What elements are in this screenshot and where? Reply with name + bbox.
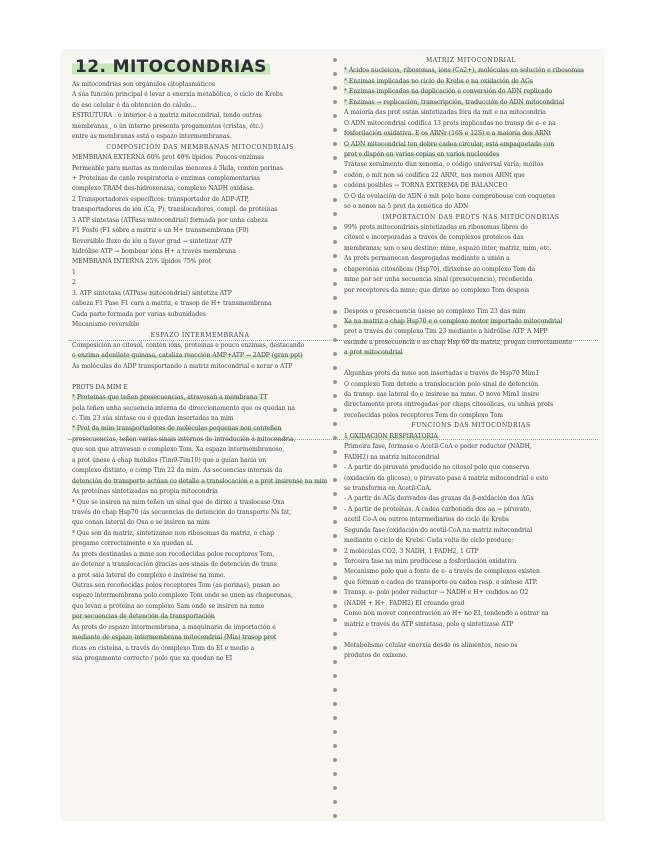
note-line xyxy=(344,390,598,400)
note-line xyxy=(72,518,328,528)
binding-hole xyxy=(333,422,337,426)
binding-hole xyxy=(333,296,337,300)
note-line xyxy=(72,216,328,226)
note-line xyxy=(72,174,328,184)
note-line xyxy=(72,644,328,654)
handwritten-text: da transp. sae lateral do e insírese na mme. O novo Mim1 insire xyxy=(344,391,540,398)
binding-hole xyxy=(333,212,337,216)
handwritten-text: que forman o cadea de transporte ou cadea resp. e síntese ATP. xyxy=(344,578,538,586)
highlighted-text: * Ácidos nucleicos, ribosomas, ións (Ca2+), moléculas en solución e ribosomas xyxy=(344,67,584,75)
note-line xyxy=(72,456,328,466)
note-line xyxy=(344,338,598,348)
binding-hole xyxy=(333,604,337,608)
note-line xyxy=(72,487,328,497)
binding-hole xyxy=(333,268,337,272)
note-line xyxy=(344,567,598,577)
note-line xyxy=(344,599,598,609)
note-line xyxy=(72,623,328,633)
handwritten-text: que son que atravesan o complexo Tom. Xa espazo intermembranoso, xyxy=(72,446,285,454)
note-line xyxy=(72,205,328,215)
handwritten-text: mediante o ciclo de Krebs. Cada volta do ciclo produce: xyxy=(344,537,514,545)
note-line xyxy=(72,560,328,570)
handwritten-text: MEMBRANA EXTERNA 60% prot 40% lípidos. Poucos enzimas xyxy=(72,154,264,162)
handwritten-text: - A partir do piruvato producido no citosol polo que conserva xyxy=(344,464,530,472)
note-line xyxy=(344,547,598,557)
note-line xyxy=(344,453,598,463)
note-line xyxy=(344,327,598,337)
highlighted-text: O ADN mitocondrial ten dobre cadea circular, está empaquetado con xyxy=(344,140,555,148)
handwritten-text: As prots permanecen despregadas mediante a unión a xyxy=(344,255,510,263)
note-line xyxy=(72,278,328,288)
handwritten-text: ao detener a translocación gracias aos sinais de detención de trans xyxy=(72,561,277,569)
binding-hole xyxy=(333,744,337,748)
handwritten-text: directamente prots entregadas por chaps citosólicas, ou unhas prots xyxy=(344,401,554,409)
note-line xyxy=(344,641,598,651)
binding-hole xyxy=(333,240,337,244)
highlighted-text: * Enzimas implicadas na duplicación e conversión do ADN replicado xyxy=(344,88,553,96)
note-line xyxy=(72,289,328,299)
note-line xyxy=(72,101,328,111)
note-line xyxy=(344,494,598,504)
note-line xyxy=(344,515,598,525)
handwritten-text: 2 moléculas CO2, 3 NADH, 1 FADH2, 1 GTP xyxy=(344,547,479,555)
note-line xyxy=(72,414,328,424)
handwritten-text: FADH2) na matriz mitocondrial xyxy=(344,453,440,461)
page-title: 12. MITOCONDRIAS xyxy=(72,56,270,78)
note-line xyxy=(344,275,598,285)
note-line xyxy=(72,320,328,330)
highlighted-text: a prot mitocondrial xyxy=(344,349,403,357)
binding-hole xyxy=(333,730,337,734)
highlighted-text: * Prot da mim transportadores de moléculas pequenas non conteñen xyxy=(72,425,282,433)
handwritten-text: codón, o mit non só codifica 22 ARNt, nos menos ARNt que xyxy=(344,171,525,179)
handwritten-text: de ese celular é da obtención do cálulo… xyxy=(72,101,197,109)
note-line xyxy=(72,550,328,560)
note-line xyxy=(344,630,598,640)
handwritten-text: Mecanismo polo que a fonte de e- a través de complexos existen xyxy=(344,568,540,576)
note-line xyxy=(344,265,598,275)
binding-hole xyxy=(333,170,337,174)
binding-hole xyxy=(333,716,337,720)
section-heading xyxy=(344,421,598,431)
handwritten-text: Composición ao citosol, contén ións, proteínas e pouco enzimas, destacando xyxy=(72,341,305,349)
handwritten-text: acetil Co-A ou outros intermediarios do ciclo de Krebs xyxy=(344,516,509,524)
handwritten-text: (NADH + H+, FADH2) EI creando grad xyxy=(344,599,465,607)
note-line xyxy=(344,244,598,254)
binding-hole xyxy=(333,520,337,524)
binding-hole xyxy=(333,310,337,314)
note-line xyxy=(344,233,598,243)
handwritten-text: IMPORTACIÓN DAS PROTS NAS MITOCONDRIAS xyxy=(382,213,560,221)
binding-hole xyxy=(333,702,337,706)
note-line xyxy=(344,223,598,233)
note-line xyxy=(344,254,598,264)
note-line xyxy=(344,129,598,139)
binding-hole xyxy=(333,254,337,258)
handwritten-text: 3. ATP sintetasa (ATPase mitocondrial) sintetiza ATP xyxy=(72,289,232,297)
note-line xyxy=(72,508,328,518)
note-line xyxy=(72,111,328,121)
note-line xyxy=(344,474,598,484)
binding-hole xyxy=(333,408,337,412)
binding-hole xyxy=(333,72,337,76)
handwritten-text: COMPOSICIÓN DAS MEMBRANAS MITOCONDRIAIS xyxy=(106,143,294,151)
handwritten-text: Permeable para moitas as moléculas menores á 5kda, contén porinas xyxy=(72,164,283,172)
note-line xyxy=(72,268,328,278)
note-line xyxy=(344,98,598,108)
binding-hole xyxy=(333,660,337,664)
binding-hole xyxy=(333,464,337,468)
handwritten-text: Primeira fase, formase o Acetil-CoA e poder reductor (NADH, xyxy=(344,443,532,451)
handwritten-text: só o nenos na 5 prot da xenética do ADN xyxy=(344,203,469,211)
spiral-binding xyxy=(331,50,339,820)
note-line xyxy=(72,435,328,445)
note-line xyxy=(344,66,598,76)
handwritten-text: matriz e través da ATP sintetasa, polo q sintetizase ATP xyxy=(344,620,514,628)
handwritten-text: O complexo Tom detene a translocación polo sinal de detención xyxy=(344,380,538,388)
note-line xyxy=(72,571,328,581)
left-column xyxy=(72,56,328,665)
note-line xyxy=(344,140,598,150)
binding-hole xyxy=(333,688,337,692)
binding-hole xyxy=(333,646,337,650)
handwritten-text: F1 Fosfo (F1 sobre a matriz e un H+ transmembrana (F0) xyxy=(72,227,249,235)
binding-hole xyxy=(333,800,337,804)
binding-hole xyxy=(333,562,337,566)
note-line xyxy=(344,307,598,317)
handwritten-text: Outras son recoñecidas polos receptores Tom (as porinas), pasan ao xyxy=(72,582,280,589)
binding-hole xyxy=(333,184,337,188)
binding-hole xyxy=(333,590,337,594)
binding-hole xyxy=(333,352,337,356)
binding-hole xyxy=(333,128,337,132)
highlighted-text: Xa na matriz a chap Hsp70 e o complexo motor importado mitocondrial xyxy=(344,317,563,325)
handwritten-text: Algunhas prots da mme son insertadas a través de Hsp70 Mim1 xyxy=(344,370,540,378)
binding-hole xyxy=(333,786,337,790)
note-line xyxy=(344,348,598,358)
binding-hole xyxy=(333,758,337,762)
note-line xyxy=(344,557,598,567)
highlighted-text: prot e dispón en varias copias en varios nucleoides xyxy=(344,150,500,158)
handwritten-text: Trátase xeralmente dun xenoma, o código universal varía; moitos xyxy=(344,161,544,169)
handwritten-text: escinde a presecuencia e as chap Hsp 60 da matriz, pregan correctamente xyxy=(344,338,572,346)
note-line xyxy=(72,498,328,508)
note-line xyxy=(344,192,598,202)
section-heading xyxy=(72,331,328,341)
handwritten-text: 1 xyxy=(72,268,76,276)
handwritten-text: Como non mover concentración ao H+ no EI, tendendo a entrar na xyxy=(344,610,549,618)
note-line xyxy=(72,341,328,351)
handwritten-text: Despois o presecuencia úsese ao complexo Tim 23 das mim xyxy=(344,307,526,315)
handwritten-text: Metabolismo celular enerxía desde os alimentos, neso os xyxy=(344,641,518,649)
handwritten-text: 2 Transportadores específicos: transportador de ADP-ATP, xyxy=(72,195,249,203)
note-line xyxy=(72,122,328,132)
note-line xyxy=(344,108,598,118)
handwritten-text: hidrólise ATP → bombear ións H+ a través membrana xyxy=(72,248,236,255)
handwritten-text: entre as membranas está o espazo intermembranas. xyxy=(72,133,232,141)
handwritten-text: complexo TRAM des-hidroxenasa, complexo NADH oxidasa. xyxy=(72,185,255,193)
note-line xyxy=(72,132,328,142)
binding-hole xyxy=(333,576,337,580)
note-line xyxy=(72,372,328,382)
note-line xyxy=(72,362,328,372)
highlighted-text: * Proteínas que teñen presecuencias, atravesan a membrana TT xyxy=(72,394,268,402)
note-line xyxy=(344,536,598,546)
handwritten-text: As prots do espazo intermembrana, a maquinaria de importación é xyxy=(72,623,276,631)
binding-hole xyxy=(333,198,337,202)
note-line xyxy=(344,463,598,473)
note-line xyxy=(344,588,598,598)
handwritten-text: + Proteínas de canle respiratoria e enzimas complementarias xyxy=(72,174,260,182)
section-heading xyxy=(344,56,598,66)
handwritten-text: FUNCIÓNS DAS MITOCONDRIAS xyxy=(411,422,531,430)
note-line xyxy=(344,286,598,296)
note-line xyxy=(72,90,328,100)
note-line xyxy=(72,80,328,90)
handwritten-text: pregame correctamente e xa quedan aí. xyxy=(72,540,194,548)
handwritten-text: - A partir de AGs derivados das graxas da β-oxidación dos AGs xyxy=(344,495,534,503)
note-line xyxy=(344,380,598,390)
note-line xyxy=(72,466,328,476)
note-line xyxy=(72,654,328,664)
note-line xyxy=(344,578,598,588)
handwritten-text: Segunda fase (oxidación do acetil-CoA na matriz mitocondrial xyxy=(344,526,533,534)
binding-hole xyxy=(333,86,337,90)
binding-hole xyxy=(333,114,337,118)
handwritten-text: complexo distinto, o comp Tim 22 da mim. As secuencias internas da xyxy=(72,467,283,475)
note-line xyxy=(72,351,328,361)
note-line xyxy=(72,591,328,601)
binding-hole xyxy=(333,478,337,482)
note-line xyxy=(72,237,328,247)
binding-hole xyxy=(333,282,337,286)
handwritten-text: pola teñen unha secuencia interna de direccionamento que os quedan na xyxy=(72,404,295,412)
note-line xyxy=(344,317,598,327)
note-line xyxy=(344,432,598,442)
handwritten-text: As prots destinadas a mme son recoñecidas polos receptores Tom, xyxy=(72,550,275,558)
handwritten-text: * Que se insiren na mim teñen un sinal que de dirixe á traslocase Oxa xyxy=(72,498,285,506)
binding-hole xyxy=(333,534,337,538)
note-line xyxy=(72,257,328,267)
note-line xyxy=(72,153,328,163)
handwritten-text: PROTS DA MIM E xyxy=(72,383,128,391)
handwritten-text: O O da ovulación do ADN é mit polo hoxe comprobouse con coquetes xyxy=(344,192,556,200)
note-line xyxy=(72,424,328,434)
binding-hole xyxy=(333,58,337,62)
note-line xyxy=(344,87,598,97)
note-line xyxy=(344,171,598,181)
handwritten-text: ESPAZO INTERMEMBRANA xyxy=(150,331,250,339)
right-column xyxy=(344,56,598,661)
note-line xyxy=(344,620,598,630)
highlighted-text: mediante de espazo intermembrana mitocondrial (Mia) trasop prot xyxy=(72,634,277,642)
handwritten-text: produtos de oxíxeno. xyxy=(344,651,408,659)
notebook-page xyxy=(62,50,604,820)
note-line xyxy=(344,526,598,536)
handwritten-text: MATRIZ MITOCONDRIAL xyxy=(425,57,517,64)
note-line xyxy=(72,581,328,591)
handwritten-text: Mecanismo reversible xyxy=(72,321,140,329)
binding-hole xyxy=(333,394,337,398)
binding-hole xyxy=(333,366,337,370)
section-heading xyxy=(72,143,328,153)
binding-hole xyxy=(333,380,337,384)
handwritten-text: mme por ser unha secuencia sinal (presecuencia), recoñecida xyxy=(344,276,533,284)
highlighted-text: * Enzimas → replicación, transcripción, traducción do ADN mitocondrial xyxy=(344,98,565,106)
handwritten-text: por receptores da mme; que dirixe ao complexo Tom despois xyxy=(344,286,530,294)
handwritten-text: As mitocondrias son orgánulos citoplasmáticos xyxy=(72,81,215,88)
note-line xyxy=(72,477,328,487)
note-line xyxy=(344,400,598,410)
highlighted-text: 1 OXIDACIÓN RESPIRATORIA xyxy=(344,432,438,440)
binding-hole xyxy=(333,674,337,678)
handwritten-text: Reversible fluxo de ión a favor grad → sintetizar ATP xyxy=(72,237,233,245)
note-line xyxy=(344,442,598,452)
note-line xyxy=(72,633,328,643)
handwritten-text: 3 ATP sintetasa (ATPasa mitocondrial) formada por unha cabeza xyxy=(72,216,268,224)
binding-hole xyxy=(333,100,337,104)
note-line xyxy=(344,484,598,494)
handwritten-text: membranas , o ún interno presenta pregamentos (cristas, etc.) xyxy=(72,122,264,130)
note-line xyxy=(344,651,598,661)
highlighted-text: fosforilación oxidativa. E os ARNr (16S e 12S) e a maioría dos ARNt xyxy=(344,130,552,138)
note-line xyxy=(72,226,328,236)
note-line xyxy=(344,202,598,212)
binding-hole xyxy=(333,156,337,160)
handwritten-text: prot a través do complexo Tim 23 mediante a hidrólise ATP. A MPP xyxy=(344,328,548,336)
note-line xyxy=(72,602,328,612)
binding-hole xyxy=(333,492,337,496)
note-line xyxy=(72,164,328,174)
note-line xyxy=(344,505,598,515)
highlighted-text: o enzima adenilato quinasa, cataliza reacción AMP+ATP → 2ADP (gran ppt) xyxy=(72,352,303,360)
handwritten-text: citosol e incorporadas a través de complexos proteicos das xyxy=(344,234,524,242)
note-line xyxy=(72,445,328,455)
note-line xyxy=(344,77,598,87)
binding-hole xyxy=(333,772,337,776)
note-line xyxy=(72,247,328,257)
handwritten-text: - A partir de proteínas. A cadea carbonada dos aa → piruvato, xyxy=(344,505,532,513)
handwritten-text: * Que son da matriz, sintetízanse non ribosomas da matriz, o chap xyxy=(72,529,274,537)
binding-hole xyxy=(333,632,337,636)
binding-hole xyxy=(333,142,337,146)
highlighted-text: * Enzimas implicadas no ciclo de Krebs e na oxidación de AGs xyxy=(344,77,533,85)
note-line xyxy=(344,369,598,379)
note-line xyxy=(72,299,328,309)
section-heading xyxy=(344,213,598,223)
handwritten-text: transportadores de ión (Ca, P), translocadores, compl. de proteínas xyxy=(72,206,278,214)
handwritten-text: presecuencias, teñen varias sinais internos de introdución á mitocondria, xyxy=(72,435,296,443)
binding-hole xyxy=(333,226,337,230)
handwritten-text: a prot sáia lateral do complexo e insírese na mme. xyxy=(72,571,226,579)
handwritten-text: se transforma en Acetil-CoA. xyxy=(344,484,432,492)
note-line xyxy=(344,296,598,306)
note-line xyxy=(344,609,598,619)
handwritten-text: O ADN mitocondrial codifica 13 prots implicadas no transp de e- e na xyxy=(344,119,556,127)
binding-hole xyxy=(333,814,337,818)
handwritten-text: As moléculas do ADP transportando á matriz mitocondrial e xerar o ATP xyxy=(72,362,293,370)
note-line xyxy=(72,310,328,320)
note-line xyxy=(344,119,598,129)
note-line xyxy=(344,181,598,191)
handwritten-text: espazo intermembrana polo complexo Tom onde se unen as chaperonas, xyxy=(72,592,293,600)
handwritten-text: MEMBRANA INTERNA 25% lípidos 75% prot xyxy=(72,258,211,266)
binding-hole xyxy=(333,506,337,510)
handwritten-text: cabeza F1 Pase F1 cara a matriz, e trasop de H+ transmembrana xyxy=(72,300,272,308)
handwritten-text: codóns posibles → TORNA EXTREMA DE BALANCEO xyxy=(344,182,508,190)
handwritten-text: ricas en cisteína, a través do complexo Tom do EI e medio a xyxy=(72,644,255,652)
handwritten-text: que levan a proteína ao complexo Sam onde se insiren na mme xyxy=(72,602,265,610)
handwritten-text: recoñecidas polos receptores Tom do complexo Tom xyxy=(344,411,503,419)
handwritten-text: membranas; son o seu destino: mme, espazo inter, matriz, mim, etc. xyxy=(344,244,552,252)
note-line xyxy=(72,404,328,414)
handwritten-text: que conan lateral do Oxa e se insiren na mim xyxy=(72,519,210,527)
handwritten-text: As proteínas sintetizadas na propia mitocondria xyxy=(72,488,218,496)
binding-hole xyxy=(333,324,337,328)
note-line xyxy=(72,539,328,549)
note-line xyxy=(72,529,328,539)
note-line xyxy=(72,195,328,205)
binding-hole xyxy=(333,450,337,454)
note-line xyxy=(344,359,598,369)
note-line xyxy=(72,184,328,194)
handwritten-text: A maioría das prot están sintetizadas fóra da mit e na mitocondria xyxy=(344,109,546,117)
note-line xyxy=(344,411,598,421)
note-line xyxy=(344,160,598,170)
handwritten-text: través do chap Hsp70 (ás secuencias de detención do transporte Ns fat, xyxy=(72,508,292,516)
handwritten-text: Cada parte formada por varias subunidades xyxy=(72,310,206,318)
handwritten-text: súa pregamento correcto / polo que xa quedan no EI xyxy=(72,655,233,663)
handwritten-text: (oxidación da glicosa), o piruvato pasa á matriz mitocondrial e este xyxy=(344,474,549,482)
handwritten-text: Transp. e- polo poder reductor → NADH e H+ cedidos ao O2 xyxy=(344,589,529,597)
handwritten-text: 99% prots mitocondriais sintetizadas en ribosomas libres do xyxy=(344,224,528,231)
handwritten-text: Terceira fase na mim prodúcese a fosforilación oxidativa xyxy=(344,558,517,565)
handwritten-text: chaperonas citosólicas (Hsp70), dirixense ao complexo Tom da xyxy=(344,265,536,273)
highlighted-text: detención do transporte actúan co detalle a translocación e a prot insirense na mim xyxy=(72,477,328,485)
note-line xyxy=(72,393,328,403)
handwritten-text: a prot únese á chap móbiles (Tim9-Tim10) que a guían hacia un xyxy=(72,456,267,464)
note-line xyxy=(72,612,328,622)
handwritten-text: ESTRUTURA : o interior é a matriz mitocondrial, tendo outras xyxy=(72,112,262,120)
highlighted-text: por secuencias de detención da transportación xyxy=(72,613,215,621)
handwritten-text: c. Tim 23 súa sintase ou é quedan insertadas na mim xyxy=(72,415,234,422)
note-line xyxy=(344,150,598,160)
note-line xyxy=(72,383,328,393)
binding-hole xyxy=(333,618,337,622)
binding-hole xyxy=(333,548,337,552)
handwritten-text: 2 xyxy=(72,279,76,287)
handwritten-text: A súa función principal é levar a enerxía metabólica, o ciclo de Krebs xyxy=(72,91,283,99)
